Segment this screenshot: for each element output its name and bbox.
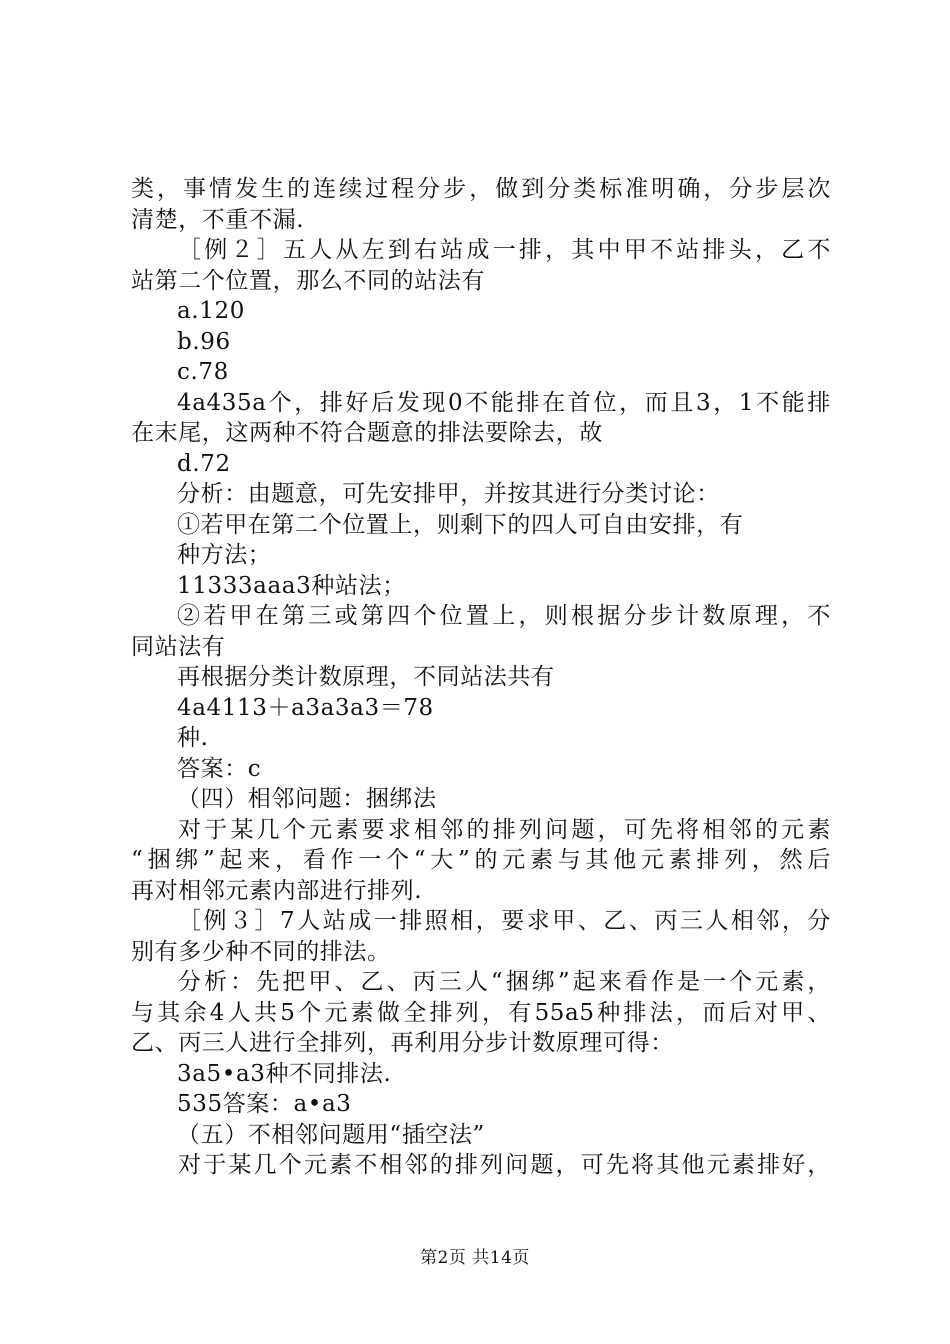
option-b: b.96 — [177, 328, 231, 355]
answer-line: 答案：c — [177, 755, 262, 782]
analysis-3-line-1: 分析：先把甲、乙、丙三人“捆绑”起来看作是一个元素， — [178, 969, 831, 995]
option-c: c.78 — [177, 359, 229, 385]
formula-line-1: 11333aaa3种站法； — [177, 572, 406, 599]
section-heading-4: （四）相邻问题：捆绑法 — [177, 786, 437, 812]
analysis-line: 分析：由题意，可先安排甲，并按其进行分类讨论： — [177, 481, 720, 507]
text-line-9: 在末尾，这两种不符合题意的排法要除去，故 — [131, 420, 603, 446]
total-line: 再根据分类计数原理，不同站法共有 — [177, 664, 555, 690]
text-line-8: 4a435a个，排好后发现0不能排在首位，而且3，1不能排 — [177, 389, 831, 416]
formula-line-2: 4a4113＋a3a3a3＝78 — [177, 694, 434, 721]
adjacent-line-3: 再对相邻元素内部进行排列. — [131, 877, 423, 904]
analysis-3-line-3: 乙、丙三人进行全排列，再利用分步计数原理可得： — [131, 1030, 674, 1056]
formula-line-3: 3a5•a3种不同排法. — [177, 1060, 392, 1087]
example-3-line-2: 别有多少种不同的排法。 — [131, 938, 391, 965]
option-d: d.72 — [177, 450, 231, 477]
case-1-line: ①若甲在第二个位置上，则剩下的四人可自由安排，有 — [177, 511, 744, 538]
document-body — [131, 174, 831, 1181]
example-3-line-1: ［例３］7人站成一排照相，要求甲、乙、丙三人相邻，分 — [178, 908, 831, 934]
nonadjacent-line-1: 对于某几个元素不相邻的排列问题，可先将其他元素排好， — [178, 1152, 831, 1178]
text-line-1: 类，事情发生的连续过程分步，做到分类标准明确，分步层次 — [131, 176, 831, 202]
page-footer: 第2页 共14页 — [420, 1248, 530, 1268]
answer-3-line: 535答案：a•a3 — [177, 1091, 352, 1117]
kind-line: 种. — [177, 725, 209, 751]
adjacent-line-1: 对于某几个元素要求相邻的排列问题，可先将相邻的元素 — [178, 816, 831, 843]
example-2-line-1: ［例２］五人从左到右站成一排，其中甲不站排头，乙不 — [178, 237, 831, 263]
adjacent-line-2: “捆绑”起来，看作一个“大”的元素与其他元素排列，然后 — [131, 847, 831, 873]
case-2-line-2: 同站法有 — [131, 633, 226, 660]
case-2-line-1: ②若甲在第三或第四个位置上，则根据分步计数原理，不 — [177, 603, 831, 629]
text-line-2: 清楚，不重不漏. — [131, 206, 305, 233]
analysis-3-line-2: 与其余4人共5个元素做全排列，有55a5种排法，而后对甲、 — [131, 999, 831, 1026]
section-heading-5: （五）不相邻问题用“插空法” — [177, 1121, 485, 1148]
case-1-methods: 种方法； — [177, 542, 272, 568]
example-2-line-2: 站第二个位置，那么不同的站法有 — [131, 267, 485, 294]
option-a: a.120 — [177, 298, 245, 324]
